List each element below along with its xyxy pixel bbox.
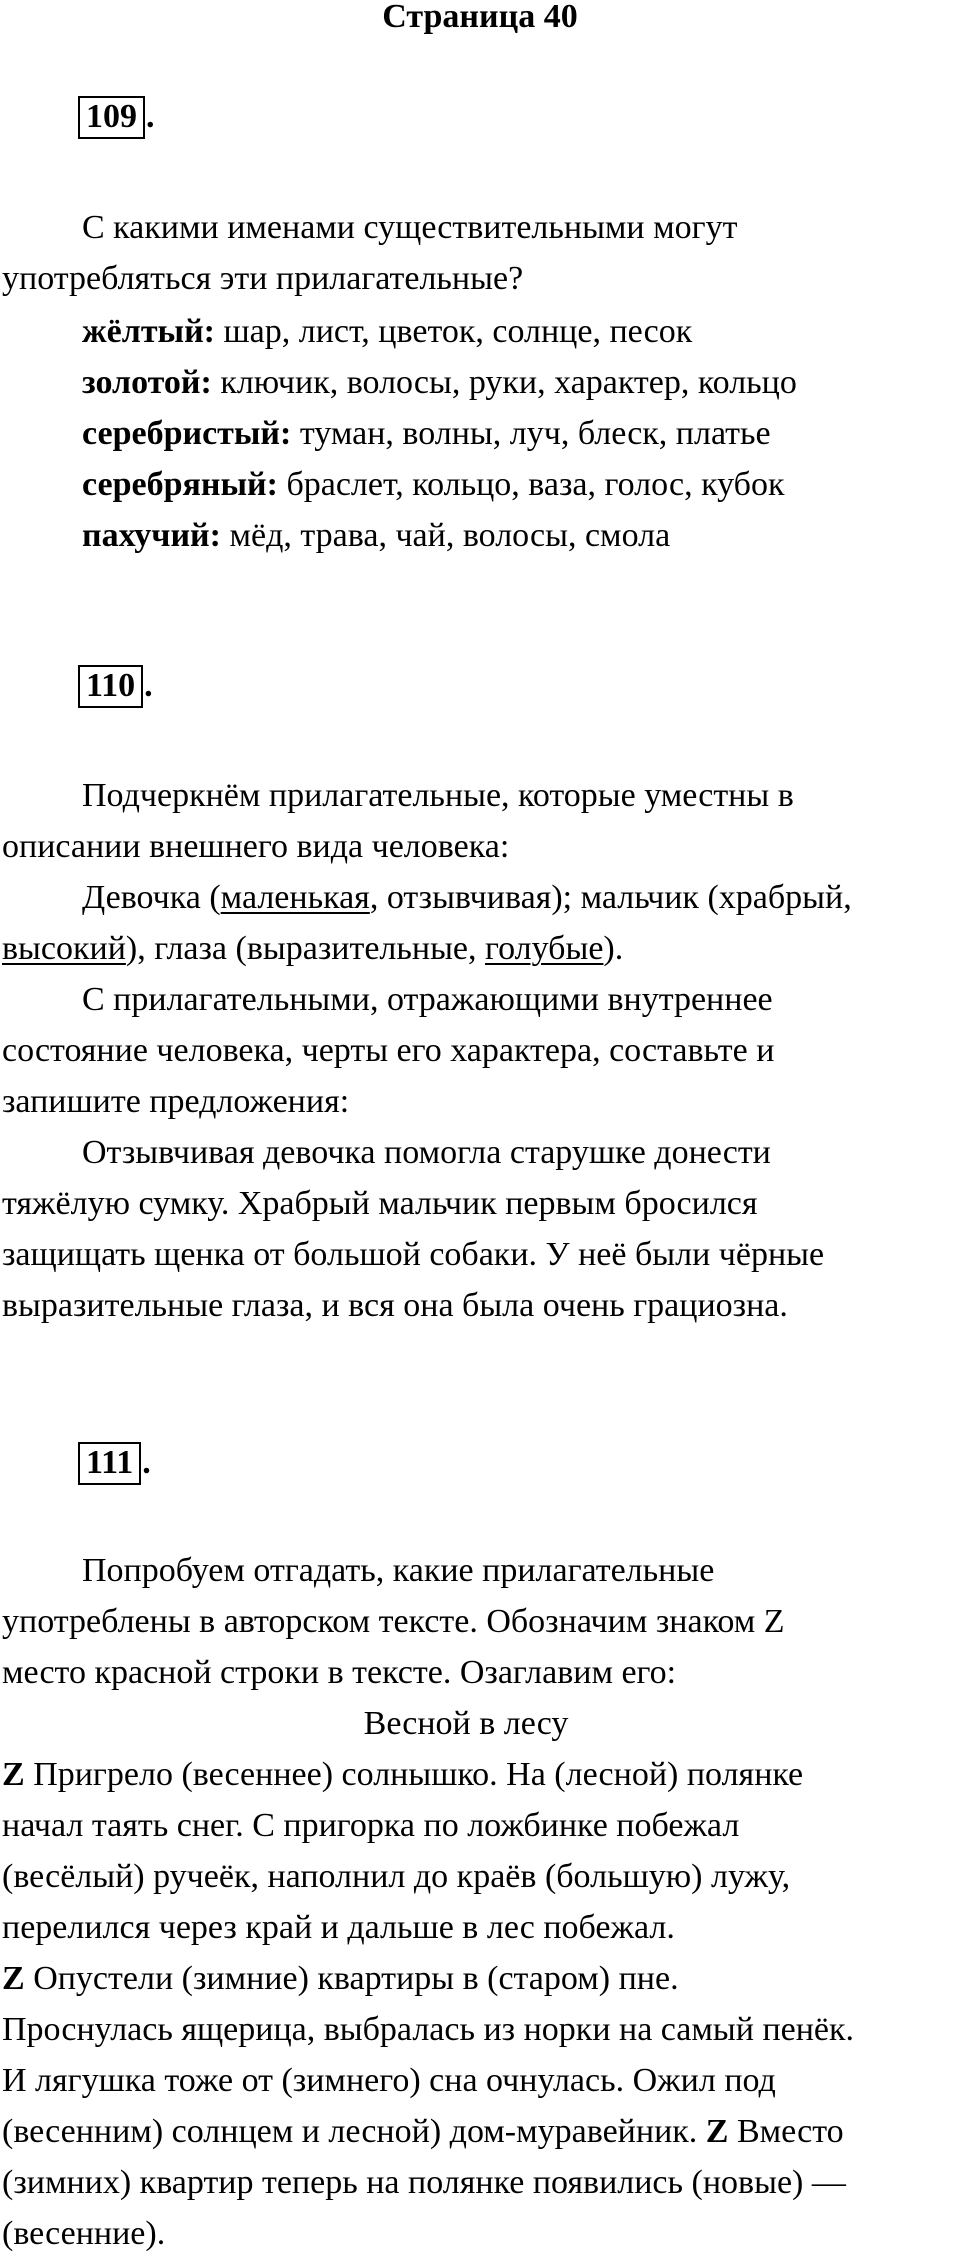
text-line: И лягушка тоже от (зимнего) сна очнулась. Ожил под — [2, 2062, 776, 2099]
exercise-number-109 — [78, 96, 155, 139]
text-line: перелился через край и дальше в лес побежал. — [2, 1909, 675, 1946]
text-line — [2, 872, 960, 923]
adjective-row — [2, 408, 960, 459]
adjective-row — [2, 510, 960, 561]
text-line: защищать щенка от большой собаки. У неё были чёрные — [2, 1236, 825, 1273]
text-line — [2, 1749, 960, 1800]
adjective: жёлтый: — [82, 313, 215, 350]
adjective: пахучий: — [82, 517, 221, 554]
text-line: (весенние). — [2, 2215, 166, 2252]
text-line: употреблены в авторском тексте. Обозначим знаком Z — [2, 1603, 785, 1640]
text-line: С прилагательными, отражающими внутреннее — [82, 981, 773, 1018]
text-line: тяжёлую сумку. Храбрый мальчик первым бросился — [2, 1185, 758, 1222]
exercise-109-text — [2, 202, 960, 561]
page-title: Страница 40 — [382, 0, 578, 35]
underlined-adjective: высокий — [2, 930, 126, 967]
text-line — [2, 923, 960, 974]
exercise-number-110 — [78, 665, 153, 708]
text-line — [2, 1953, 960, 2004]
text-line: Проснулась ящерица, выбралась из норки на самый пенёк. — [2, 2011, 855, 2048]
text-span: , отзывчивая); мальчик (храбрый, — [369, 879, 852, 916]
adjective: серебристый: — [82, 415, 292, 452]
exercise-number-dot: . — [144, 667, 153, 704]
text-line: Попробуем отгадать, какие прилагательные — [82, 1552, 715, 1589]
text-line: Подчеркнём прилагательные, которые уместны в — [82, 777, 794, 814]
exercise-number-box: 111 — [78, 1442, 141, 1485]
underlined-adjective: голубые — [485, 930, 604, 967]
adjective-row — [2, 357, 960, 408]
text-line: С какими именами существительными могут — [82, 209, 738, 246]
underlined-adjective: маленькая — [220, 879, 370, 916]
nouns: браслет, кольцо, ваза, голос, кубок — [277, 466, 785, 503]
nouns: шар, лист, цветок, солнце, песок — [214, 313, 693, 350]
adjective: золотой: — [82, 364, 212, 401]
text-line: запишите предложения: — [2, 1083, 350, 1120]
text-span: Вместо — [728, 2113, 844, 2150]
nouns: туман, волны, луч, блеск, платье — [291, 415, 771, 452]
text-span: ). — [603, 930, 624, 967]
exercise-number-box: 109 — [78, 96, 145, 139]
paragraph-mark: Z — [2, 1960, 25, 1997]
adjective-row — [2, 459, 960, 510]
text-line: состояние человека, черты его характера, составьте и — [2, 1032, 775, 1069]
exercise-number-111 — [78, 1442, 151, 1485]
text-line: место красной строки в тексте. Озаглавим его: — [2, 1654, 677, 1691]
nouns: ключик, волосы, руки, характер, кольцо — [211, 364, 797, 401]
text-line: употребляться эти прилагательные? — [2, 260, 524, 297]
adjective: серебряный: — [82, 466, 278, 503]
text-span: ), глаза (выразительные, — [125, 930, 486, 967]
exercise-111-text — [2, 1545, 960, 2259]
text-line: выразительные глаза, и вся она была очень грациозна. — [2, 1287, 788, 1324]
text-line: (зимних) квартир теперь на полянке появились (новые) — — [2, 2164, 846, 2201]
text-span: (весенним) солнцем и лесной) дом-муравейник. — [2, 2113, 706, 2150]
paragraph-mark: Z — [2, 1756, 25, 1793]
exercise-number-dot: . — [142, 1444, 151, 1481]
text-line: (весёлый) ручеёк, наполнил до краёв (большую) лужу, — [2, 1858, 791, 1895]
text-span: Девочка ( — [82, 879, 221, 916]
text-line: Отзывчивая девочка помогла старушке донести — [82, 1134, 771, 1171]
text-line: начал таять снег. С пригорка по ложбинке побежал — [2, 1807, 740, 1844]
exercise-110-text — [2, 770, 960, 1331]
text-line — [2, 2106, 960, 2157]
text-line: описании внешнего вида человека: — [2, 828, 510, 865]
paragraph-mark: Z — [705, 2113, 729, 2150]
text-heading: Весной в лесу — [363, 1705, 569, 1742]
exercise-number-dot: . — [146, 98, 155, 135]
nouns: мёд, трава, чай, волосы, смола — [220, 517, 671, 554]
text-span: Опустели (зимние) квартиры в (старом) пне. — [24, 1960, 679, 1997]
adjective-row — [2, 306, 960, 357]
text-span: Пригрело (весеннее) солнышко. На (лесной) полянке — [24, 1756, 804, 1793]
exercise-number-box: 110 — [78, 665, 143, 708]
